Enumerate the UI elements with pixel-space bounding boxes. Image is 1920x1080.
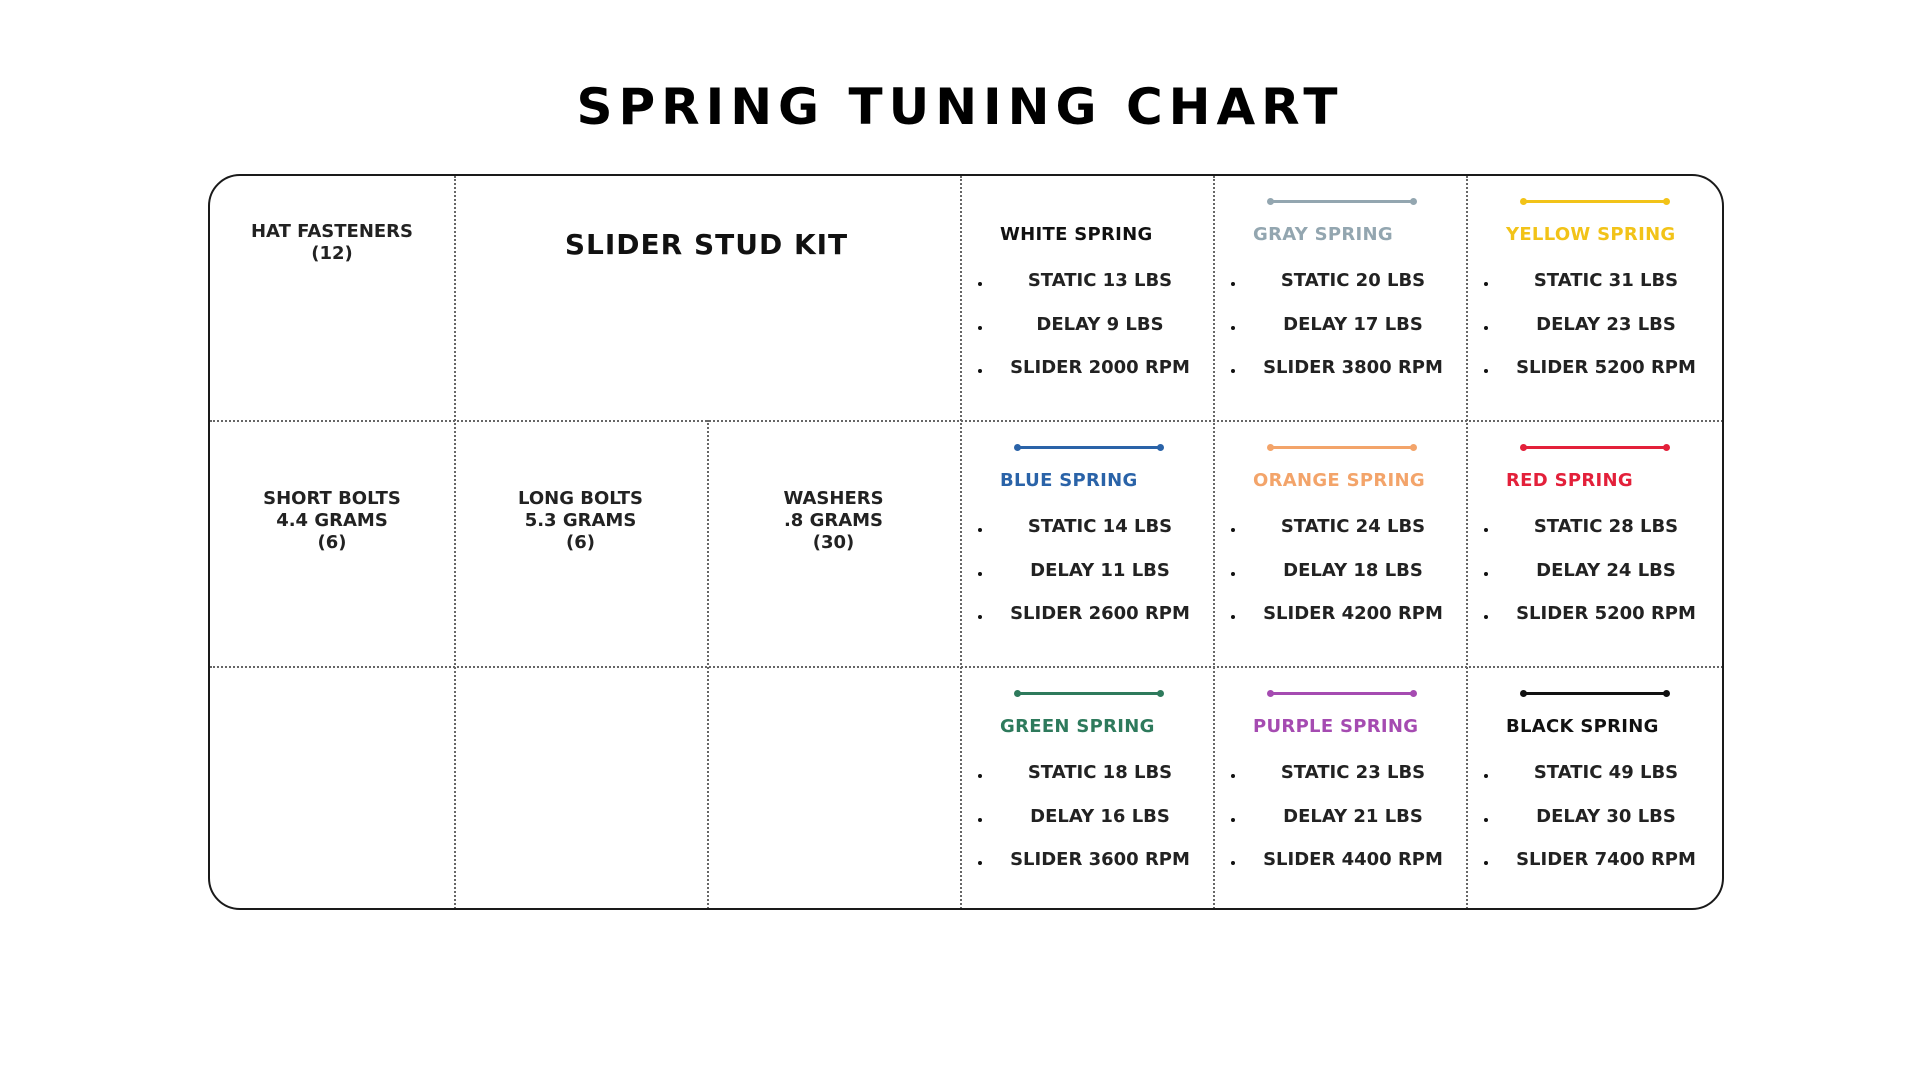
spring-slider-row: [978, 603, 1208, 627]
spring-delay-row: [978, 806, 1208, 830]
spring-static-row: [1484, 762, 1714, 786]
spring-name: RED SPRING: [1506, 470, 1633, 491]
spring-delay: DELAY 21 LBS: [1283, 806, 1423, 827]
spring-slider: SLIDER 3600 RPM: [1010, 849, 1190, 870]
long-bolts-label: [454, 486, 707, 556]
spring-color-swatch: [1016, 692, 1162, 695]
bullet-icon: [978, 818, 982, 822]
short-bolts-weight: 4.4 GRAMS: [276, 510, 388, 531]
spring-card-white: [962, 176, 1215, 416]
spring-static: STATIC 49 LBS: [1533, 762, 1679, 783]
spring-card-yellow: [1468, 176, 1721, 416]
spring-delay: DELAY 17 LBS: [1283, 314, 1423, 335]
spring-static: STATIC 18 LBS: [1027, 762, 1173, 783]
spring-static-row: [978, 762, 1208, 786]
spring-color-swatch: [1269, 692, 1415, 695]
spring-color-swatch: [1016, 446, 1162, 449]
spring-name: GRAY SPRING: [1253, 224, 1393, 245]
spring-name: BLUE SPRING: [1000, 470, 1138, 491]
spring-static-row: [1484, 516, 1714, 540]
spring-slider: SLIDER 5200 RPM: [1516, 357, 1696, 378]
bullet-icon: [978, 326, 982, 330]
spring-card-gray: [1215, 176, 1468, 416]
spring-color-swatch: [1269, 446, 1415, 449]
spring-delay: DELAY 9 LBS: [1036, 314, 1164, 335]
spring-delay-row: [1231, 314, 1461, 338]
spring-slider-row: [1484, 357, 1714, 381]
long-bolts-count: (6): [566, 532, 595, 553]
spring-slider-row: [1484, 603, 1714, 627]
spring-static-row: [1231, 270, 1461, 294]
page-title: SPRING TUNING CHART: [576, 78, 1344, 136]
bullet-icon: [1484, 615, 1488, 619]
spring-delay: DELAY 23 LBS: [1536, 314, 1676, 335]
spring-slider: SLIDER 3800 RPM: [1263, 357, 1443, 378]
spring-name: WHITE SPRING: [1000, 224, 1153, 245]
spring-static: STATIC 13 LBS: [1027, 270, 1173, 291]
hat-fasteners-name: HAT FASTENERS: [250, 221, 414, 242]
long-bolts-name: LONG BOLTS: [518, 488, 643, 509]
spring-delay-row: [1484, 314, 1714, 338]
washers-name: WASHERS: [783, 488, 884, 509]
bullet-icon: [1484, 369, 1488, 373]
spring-slider: SLIDER 7400 RPM: [1516, 849, 1696, 870]
bullet-icon: [1484, 818, 1488, 822]
bullet-icon: [978, 572, 982, 576]
tuning-chart-board: [208, 174, 1724, 910]
bullet-icon: [1231, 861, 1235, 865]
spring-color-swatch: [1522, 692, 1668, 695]
short-bolts-label: [210, 486, 454, 556]
spring-delay-row: [1484, 806, 1714, 830]
spring-slider: SLIDER 2600 RPM: [1010, 603, 1190, 624]
bullet-icon: [1231, 326, 1235, 330]
spring-card-blue: [962, 422, 1215, 662]
spring-static-row: [1484, 270, 1714, 294]
bullet-icon: [1484, 774, 1488, 778]
bullet-icon: [1231, 774, 1235, 778]
spring-static: STATIC 20 LBS: [1280, 270, 1426, 291]
spring-card-orange: [1215, 422, 1468, 662]
spring-static-row: [1231, 762, 1461, 786]
spring-delay-row: [1484, 560, 1714, 584]
spring-delay-row: [978, 314, 1208, 338]
spring-name: GREEN SPRING: [1000, 716, 1155, 737]
hat-fasteners-label: [210, 218, 454, 268]
bullet-icon: [1231, 818, 1235, 822]
kit-title: SLIDER STUD KIT: [564, 228, 849, 261]
spring-static: STATIC 14 LBS: [1027, 516, 1173, 537]
spring-slider-row: [1231, 603, 1461, 627]
spring-delay: DELAY 16 LBS: [1030, 806, 1170, 827]
spring-name: YELLOW SPRING: [1506, 224, 1676, 245]
bullet-icon: [1231, 369, 1235, 373]
spring-delay: DELAY 30 LBS: [1536, 806, 1676, 827]
bullet-icon: [978, 861, 982, 865]
spring-name: BLACK SPRING: [1506, 716, 1659, 737]
short-bolts-count: (6): [317, 532, 347, 553]
bullet-icon: [978, 369, 982, 373]
spring-card-purple: [1215, 668, 1468, 908]
spring-name: PURPLE SPRING: [1253, 716, 1419, 737]
washers-label: [707, 486, 960, 556]
spring-slider-row: [978, 357, 1208, 381]
bullet-icon: [978, 774, 982, 778]
spring-card-green: [962, 668, 1215, 908]
spring-color-swatch: [1522, 200, 1668, 203]
spring-delay: DELAY 24 LBS: [1536, 560, 1676, 581]
spring-slider: SLIDER 5200 RPM: [1516, 603, 1696, 624]
bullet-icon: [1484, 326, 1488, 330]
spring-static-row: [1231, 516, 1461, 540]
short-bolts-name: SHORT BOLTS: [263, 488, 401, 509]
spring-static: STATIC 23 LBS: [1280, 762, 1426, 783]
spring-color-swatch: [1269, 200, 1415, 203]
spring-delay: DELAY 18 LBS: [1283, 560, 1423, 581]
spring-slider-row: [1484, 849, 1714, 873]
bullet-icon: [1231, 572, 1235, 576]
bullet-icon: [978, 282, 982, 286]
long-bolts-weight: 5.3 GRAMS: [524, 510, 637, 531]
bullet-icon: [1231, 528, 1235, 532]
spring-static: STATIC 31 LBS: [1533, 270, 1679, 291]
washers-weight: .8 GRAMS: [783, 510, 884, 531]
spring-delay-row: [978, 560, 1208, 584]
spring-slider: SLIDER 4200 RPM: [1263, 603, 1443, 624]
bullet-icon: [1484, 528, 1488, 532]
spring-slider-row: [1231, 849, 1461, 873]
spring-static-row: [978, 270, 1208, 294]
spring-slider: SLIDER 2000 RPM: [1010, 357, 1190, 378]
bullet-icon: [1231, 615, 1235, 619]
spring-slider-row: [1231, 357, 1461, 381]
bullet-icon: [978, 528, 982, 532]
spring-static: STATIC 28 LBS: [1533, 516, 1679, 537]
washers-count: (30): [812, 532, 855, 553]
bullet-icon: [1484, 282, 1488, 286]
spring-card-red: [1468, 422, 1721, 662]
bullet-icon: [1484, 861, 1488, 865]
bullet-icon: [978, 615, 982, 619]
spring-card-black: [1468, 668, 1721, 908]
spring-slider: SLIDER 4400 RPM: [1263, 849, 1443, 870]
spring-color-swatch: [1522, 446, 1668, 449]
spring-delay-row: [1231, 806, 1461, 830]
spring-delay: DELAY 11 LBS: [1030, 560, 1170, 581]
spring-static: STATIC 24 LBS: [1280, 516, 1426, 537]
hat-fasteners-count: (12): [311, 243, 353, 264]
bullet-icon: [1484, 572, 1488, 576]
spring-delay-row: [1231, 560, 1461, 584]
bullet-icon: [1231, 282, 1235, 286]
spring-slider-row: [978, 849, 1208, 873]
spring-name: ORANGE SPRING: [1253, 470, 1425, 491]
spring-static-row: [978, 516, 1208, 540]
